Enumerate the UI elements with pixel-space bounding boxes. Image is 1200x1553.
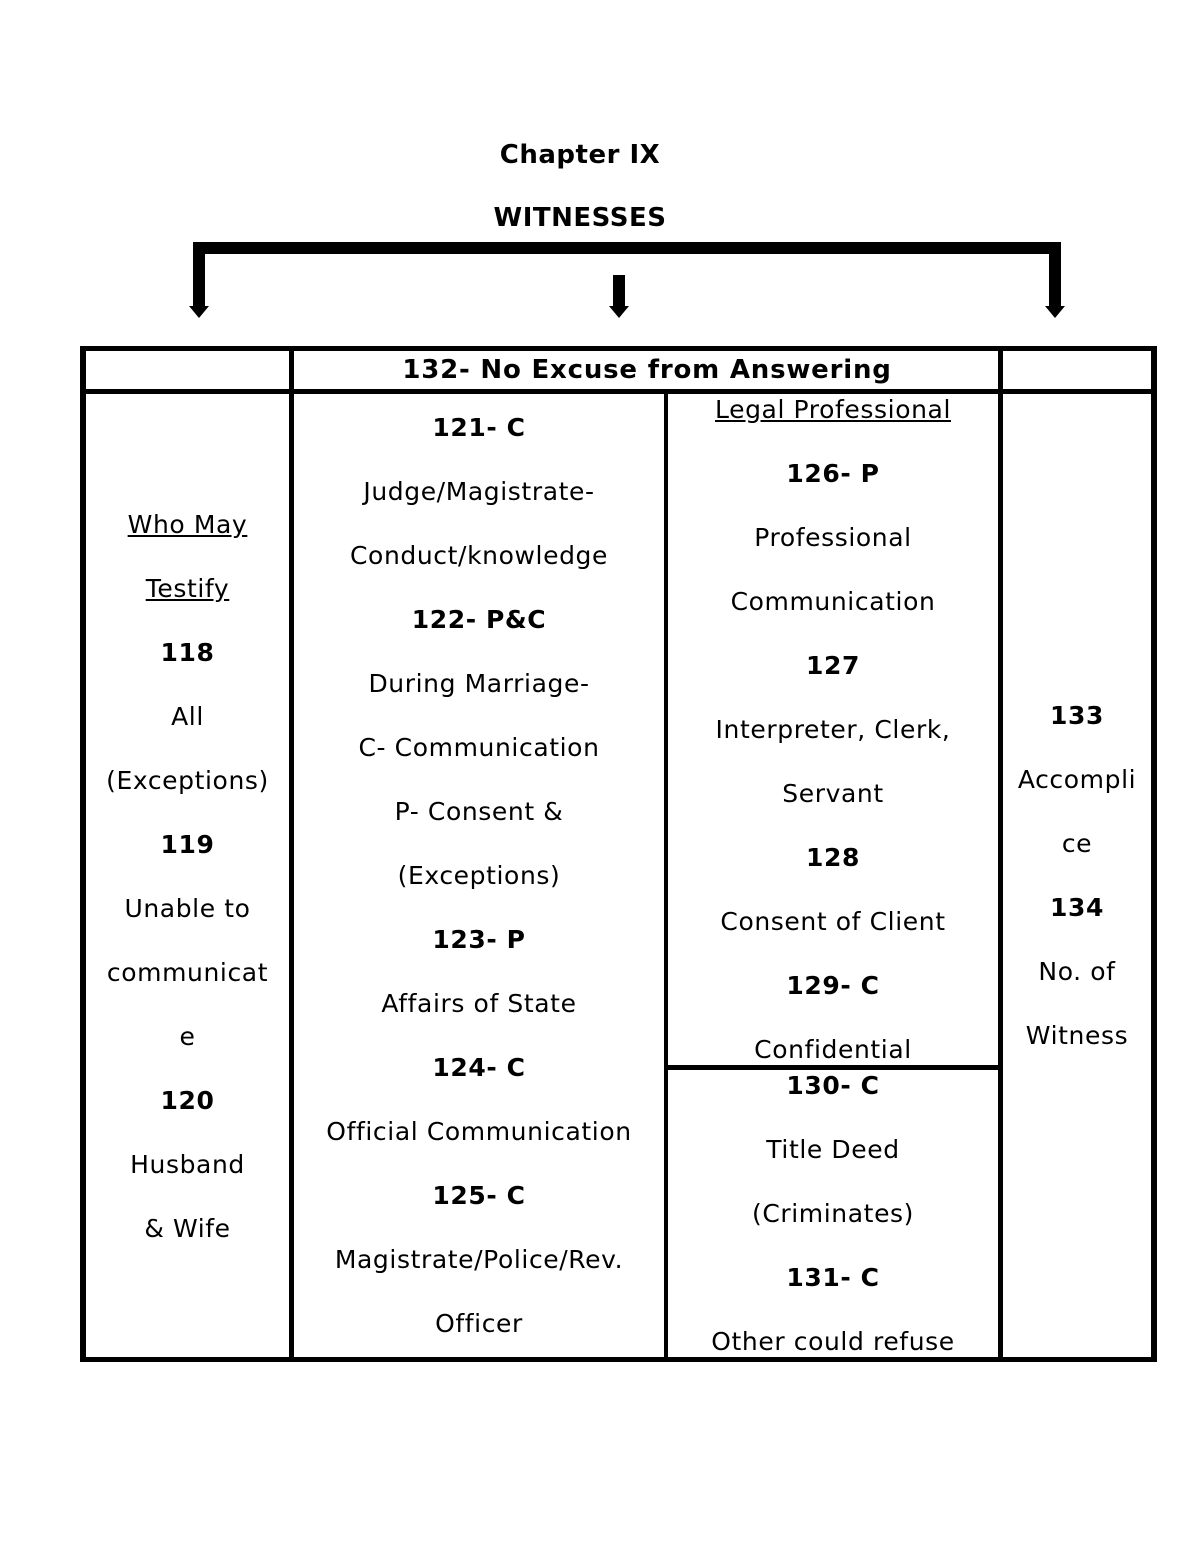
accomplice-column xyxy=(1003,684,1151,1068)
col2-line: (Exceptions) xyxy=(397,861,561,890)
title-deed-column xyxy=(668,1054,998,1374)
col1-line: 119 xyxy=(160,830,215,859)
middle-arrow-icon xyxy=(609,306,629,318)
col3-top-line: 129- C xyxy=(786,971,880,1000)
col2-line: Conduct/knowledge xyxy=(350,541,608,570)
col1-line: 118 xyxy=(160,638,215,667)
col3-top-line: Interpreter, Clerk, xyxy=(715,715,951,744)
col4-line: Witness xyxy=(1025,1021,1129,1050)
col2-line: C- Communication xyxy=(358,733,600,762)
col3-bottom-line: (Criminates) xyxy=(751,1199,915,1228)
col3-top-line: Consent of Client xyxy=(720,907,946,936)
col1-line: Husband xyxy=(130,1150,245,1179)
col3-top-line: 127 xyxy=(806,651,860,680)
who-may-testify-column xyxy=(86,493,289,1261)
col1-line: Who May xyxy=(127,510,248,539)
col3-bottom-line: 131- C xyxy=(786,1263,880,1292)
col1-line: (Exceptions) xyxy=(106,766,269,795)
chapter-title: Chapter IX xyxy=(499,140,661,170)
col3-top-line: Communication xyxy=(730,587,936,616)
no-excuse-header: 132- No Excuse from Answering xyxy=(402,355,892,385)
col2-line: 122- P&C xyxy=(411,605,547,634)
col2-line: Officer xyxy=(435,1309,523,1338)
communications-column xyxy=(294,396,664,1356)
col1-line: Unable to xyxy=(124,894,251,923)
left-arrow-icon xyxy=(189,306,209,318)
legal-professional-column xyxy=(668,378,998,1082)
col4-line: No. of xyxy=(1038,957,1116,986)
col2-line: P- Consent & xyxy=(394,797,564,826)
col3-top-line: Servant xyxy=(782,779,884,808)
col1-line: e xyxy=(179,1022,196,1051)
col3-top-line: Professional xyxy=(754,523,912,552)
col1-line: & Wife xyxy=(144,1214,231,1243)
col2-line: Affairs of State xyxy=(381,989,577,1018)
right-arrow-icon xyxy=(1045,306,1065,318)
col2-line: 125- C xyxy=(432,1181,526,1210)
col2-line: 123- P xyxy=(432,925,526,954)
col4-line: Accompli xyxy=(1017,765,1137,794)
col3-bottom-line: Other could refuse xyxy=(711,1327,955,1356)
col2-line: During Marriage- xyxy=(368,669,590,698)
col3-bottom-line: 130- C xyxy=(786,1071,880,1100)
col2-line: Judge/Magistrate- xyxy=(363,477,595,506)
col3-top-line: 128 xyxy=(806,843,860,872)
col2-line: Magistrate/Police/Rev. xyxy=(334,1245,624,1274)
col4-line: 133 xyxy=(1050,701,1104,730)
col3-bottom-line: Title Deed xyxy=(766,1135,900,1164)
witnesses-heading: WITNESSES xyxy=(493,203,667,233)
col3-top-line: Confidential xyxy=(754,1035,912,1064)
col1-line: All xyxy=(171,702,204,731)
col2-line: Official Communication xyxy=(326,1117,632,1146)
col3-top-line: Legal Professional xyxy=(715,395,951,424)
col4-line: 134 xyxy=(1050,893,1104,922)
col1-line: communicat xyxy=(106,958,269,987)
col1-line: Testify xyxy=(145,574,230,603)
col4-line: ce xyxy=(1061,829,1093,858)
col2-line: 121- C xyxy=(432,413,526,442)
col3-top-line: 126- P xyxy=(786,459,880,488)
col2-line: 124- C xyxy=(432,1053,526,1082)
col1-line: 120 xyxy=(160,1086,215,1115)
